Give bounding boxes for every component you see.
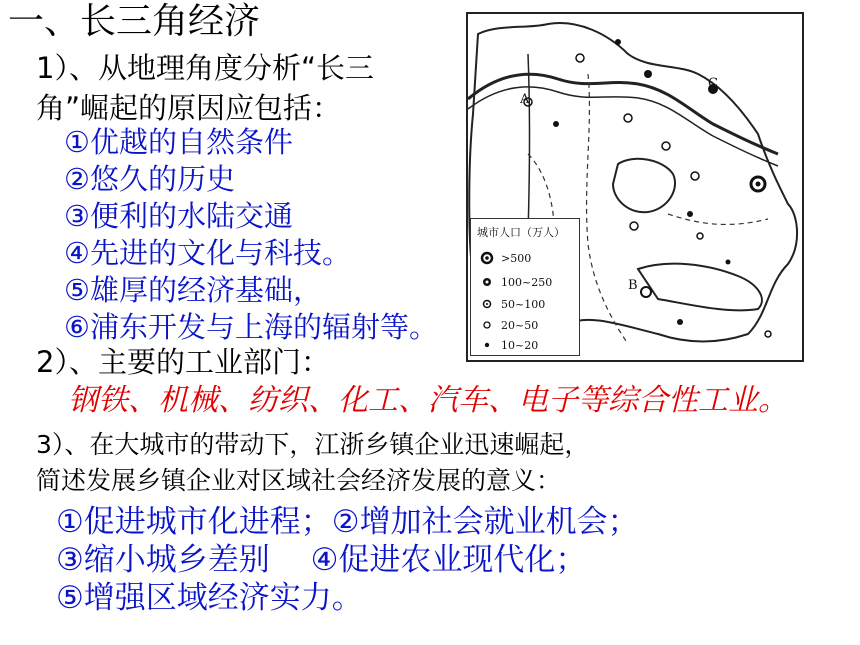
q1-answer-1: ①优越的自然条件: [64, 125, 293, 159]
legend-item-4: [479, 318, 538, 332]
q3-answer-2: ③缩小城乡差别 ④促进农业现代化；: [56, 542, 587, 578]
legend-item-5: [479, 338, 538, 352]
map-label-b: B: [628, 278, 638, 293]
question-1-line-1: 1）、从地理角度分析“长三: [36, 51, 374, 85]
q1-answer-2: ②悠久的历史: [64, 162, 235, 196]
legend-label-2: 100~250: [501, 275, 553, 289]
legend-item-3: [479, 297, 545, 311]
q1-answer-6: ⑥浦东开发与上海的辐射等。: [64, 310, 438, 344]
question-3-line-1: 3）、在大城市的带动下，江浙乡镇企业迅速崛起，: [36, 430, 590, 459]
city-100-250-icon: [479, 275, 495, 289]
q1-answer-3: ③便利的水陆交通: [64, 199, 293, 233]
question-1-line-2: 角”崛起的原因应包括：: [36, 91, 342, 125]
legend-item-1: [479, 251, 531, 265]
legend-item-2: [479, 275, 552, 289]
map-label-c: C: [708, 76, 718, 91]
map-legend: [470, 218, 580, 356]
legend-label-1: >500: [501, 251, 532, 265]
slide-title: 一、长三角经济: [8, 1, 261, 42]
legend-label-5: 10~20: [501, 338, 539, 352]
map-label-a: A: [520, 92, 530, 107]
city-over-500-icon: [479, 251, 495, 265]
q2-answer: 钢铁、机械、纺织、化工、汽车、电子等综合性工业。: [68, 383, 788, 418]
q3-answer-3: ⑤增强区域经济实力。: [56, 580, 363, 616]
legend-title: 城市人口（万人）: [477, 226, 565, 239]
q1-answer-4: ④先进的文化与科技。: [64, 236, 351, 270]
q1-answer-5: ⑤雄厚的经济基础，: [64, 273, 322, 307]
q3-answer-1: ①促进城市化进程；②增加社会就业机会；: [56, 504, 639, 540]
legend-label-4: 20~50: [501, 318, 539, 332]
legend-label-3: 50~100: [501, 297, 546, 311]
city-10-20-icon: [479, 338, 495, 352]
question-3-line-2: 简述发展乡镇企业对区域社会经济发展的意义：: [36, 466, 562, 495]
question-2-line: 2）、主要的工业部门：: [36, 345, 330, 379]
city-50-100-icon: [479, 297, 495, 311]
city-20-50-icon: [479, 318, 495, 332]
